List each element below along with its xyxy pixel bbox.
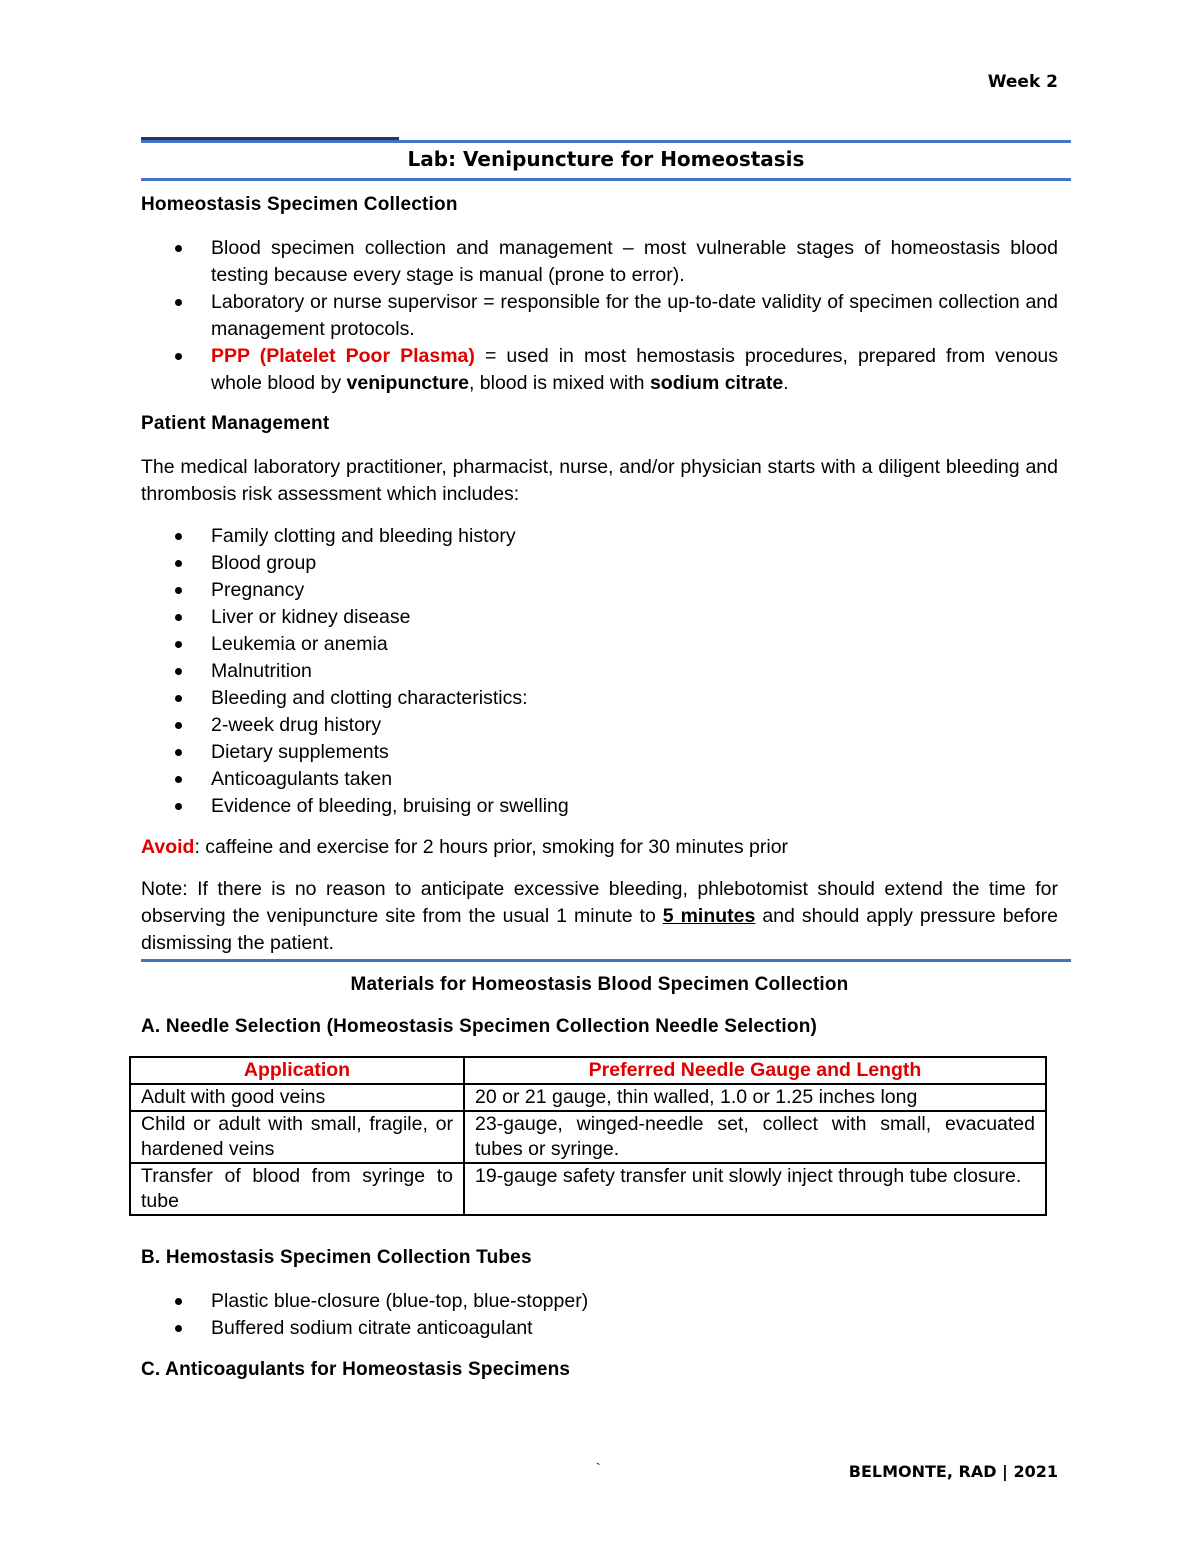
section-heading-patient-management: Patient Management <box>141 413 330 434</box>
collection-tubes-list <box>141 1288 1058 1342</box>
needle-selection-heading: A. Needle Selection (Homeostasis Specimen Collection Needle Selection) <box>141 1016 818 1037</box>
table-cell: Child or adult with small, fragile, or hardened veins <box>130 1111 464 1163</box>
list-item: Malnutrition <box>141 658 1058 685</box>
table-cell: 23-gauge, winged-needle set, collect with small, evacuated tubes or syringe. <box>464 1111 1046 1163</box>
bullet-icon <box>175 668 182 675</box>
list-item: Blood group <box>141 550 1058 577</box>
header-week-label: Week 2 <box>987 72 1058 92</box>
title-rule-bottom <box>141 178 1071 181</box>
bullet-icon <box>175 1325 182 1332</box>
bullet-icon <box>175 245 182 252</box>
table-cell: 20 or 21 gauge, thin walled, 1.0 or 1.25 inches long <box>464 1084 1046 1111</box>
note-paragraph: Note: If there is no reason to anticipate excessive bleeding, phlebotomist should extend the time for observing the venipuncture site from the usual 1 minute to 5 minutes and should apply pressure before dismissing the patient. <box>141 878 1058 954</box>
anticoagulants-heading: C. Anticoagulants for Homeostasis Specimens <box>141 1359 571 1380</box>
list-item: Buffered sodium citrate anticoagulant <box>141 1315 1058 1342</box>
patient-management-intro: The medical laboratory practitioner, pharmacist, nurse, and/or physician starts with a diligent bleeding and thrombosis risk assessment which includes: <box>141 456 1058 505</box>
footer-mark: ` <box>596 1460 601 1476</box>
list-item: Blood specimen collection and management – most vulnerable stages of homeostasis blood testing because every stage is manual (prone to error). <box>141 235 1058 289</box>
avoid-line: Avoid: caffeine and exercise for 2 hours prior, smoking for 30 minutes prior <box>141 836 789 858</box>
ppp-term: PPP (Platelet Poor Plasma) <box>211 345 475 367</box>
five-minutes-emphasis: 5 minutes <box>662 905 756 927</box>
list-item: Pregnancy <box>141 577 1058 604</box>
list-item: 2-week drug history <box>141 712 1058 739</box>
bullet-icon <box>175 749 182 756</box>
risk-assessment-list <box>141 523 1058 820</box>
needle-selection-table <box>129 1056 1047 1216</box>
footer-author: BELMONTE, RAD | 2021 <box>848 1462 1058 1481</box>
page-title: Lab: Venipuncture for Homeostasis <box>407 147 805 171</box>
bullet-icon <box>175 353 182 360</box>
list-item: Bleeding and clotting characteristics: <box>141 685 1058 712</box>
list-item: Evidence of bleeding, bruising or swelling <box>141 793 1058 820</box>
section-heading-specimen-collection: Homeostasis Specimen Collection <box>141 194 458 215</box>
collection-tubes-heading: B. Hemostasis Specimen Collection Tubes <box>141 1247 532 1268</box>
column-header-application: Application <box>130 1057 464 1084</box>
section-divider <box>141 959 1071 962</box>
list-item: Liver or kidney disease <box>141 604 1058 631</box>
list-item: Family clotting and bleeding history <box>141 523 1058 550</box>
bullet-icon <box>175 776 182 783</box>
bullet-icon <box>175 695 182 702</box>
list-item: Laboratory or nurse supervisor = responsible for the up-to-date validity of specimen collection and management protocols. <box>141 289 1058 343</box>
specimen-collection-list <box>141 235 1058 397</box>
table-cell: Transfer of blood from syringe to tube <box>130 1163 464 1215</box>
list-item: Dietary supplements <box>141 739 1058 766</box>
column-header-needle-gauge: Preferred Needle Gauge and Length <box>464 1057 1046 1084</box>
table-row <box>130 1084 1046 1111</box>
bullet-icon <box>175 803 182 810</box>
table-row <box>130 1163 1046 1215</box>
bullet-icon <box>175 722 182 729</box>
title-rule-top <box>141 140 1071 143</box>
bullet-icon <box>175 587 182 594</box>
materials-heading: Materials for Homeostasis Blood Specimen Collection <box>350 974 849 995</box>
bullet-icon <box>175 299 182 306</box>
bullet-icon <box>175 1298 182 1305</box>
bullet-icon <box>175 560 182 567</box>
avoid-label: Avoid <box>141 836 195 858</box>
bullet-icon <box>175 533 182 540</box>
table-cell: Adult with good veins <box>130 1084 464 1111</box>
list-item: Leukemia or anemia <box>141 631 1058 658</box>
bullet-icon <box>175 641 182 648</box>
list-item: Plastic blue-closure (blue-top, blue-stopper) <box>141 1288 1058 1315</box>
list-item: Anticoagulants taken <box>141 766 1058 793</box>
list-item: PPP (Platelet Poor Plasma) = used in most hemostasis procedures, prepared from venous whole blood by venipuncture, blood is mixed with sodium citrate. <box>141 343 1058 397</box>
table-row <box>130 1111 1046 1163</box>
table-header-row <box>130 1057 1046 1084</box>
bullet-icon <box>175 614 182 621</box>
table-cell: 19-gauge safety transfer unit slowly inject through tube closure. <box>464 1163 1046 1215</box>
